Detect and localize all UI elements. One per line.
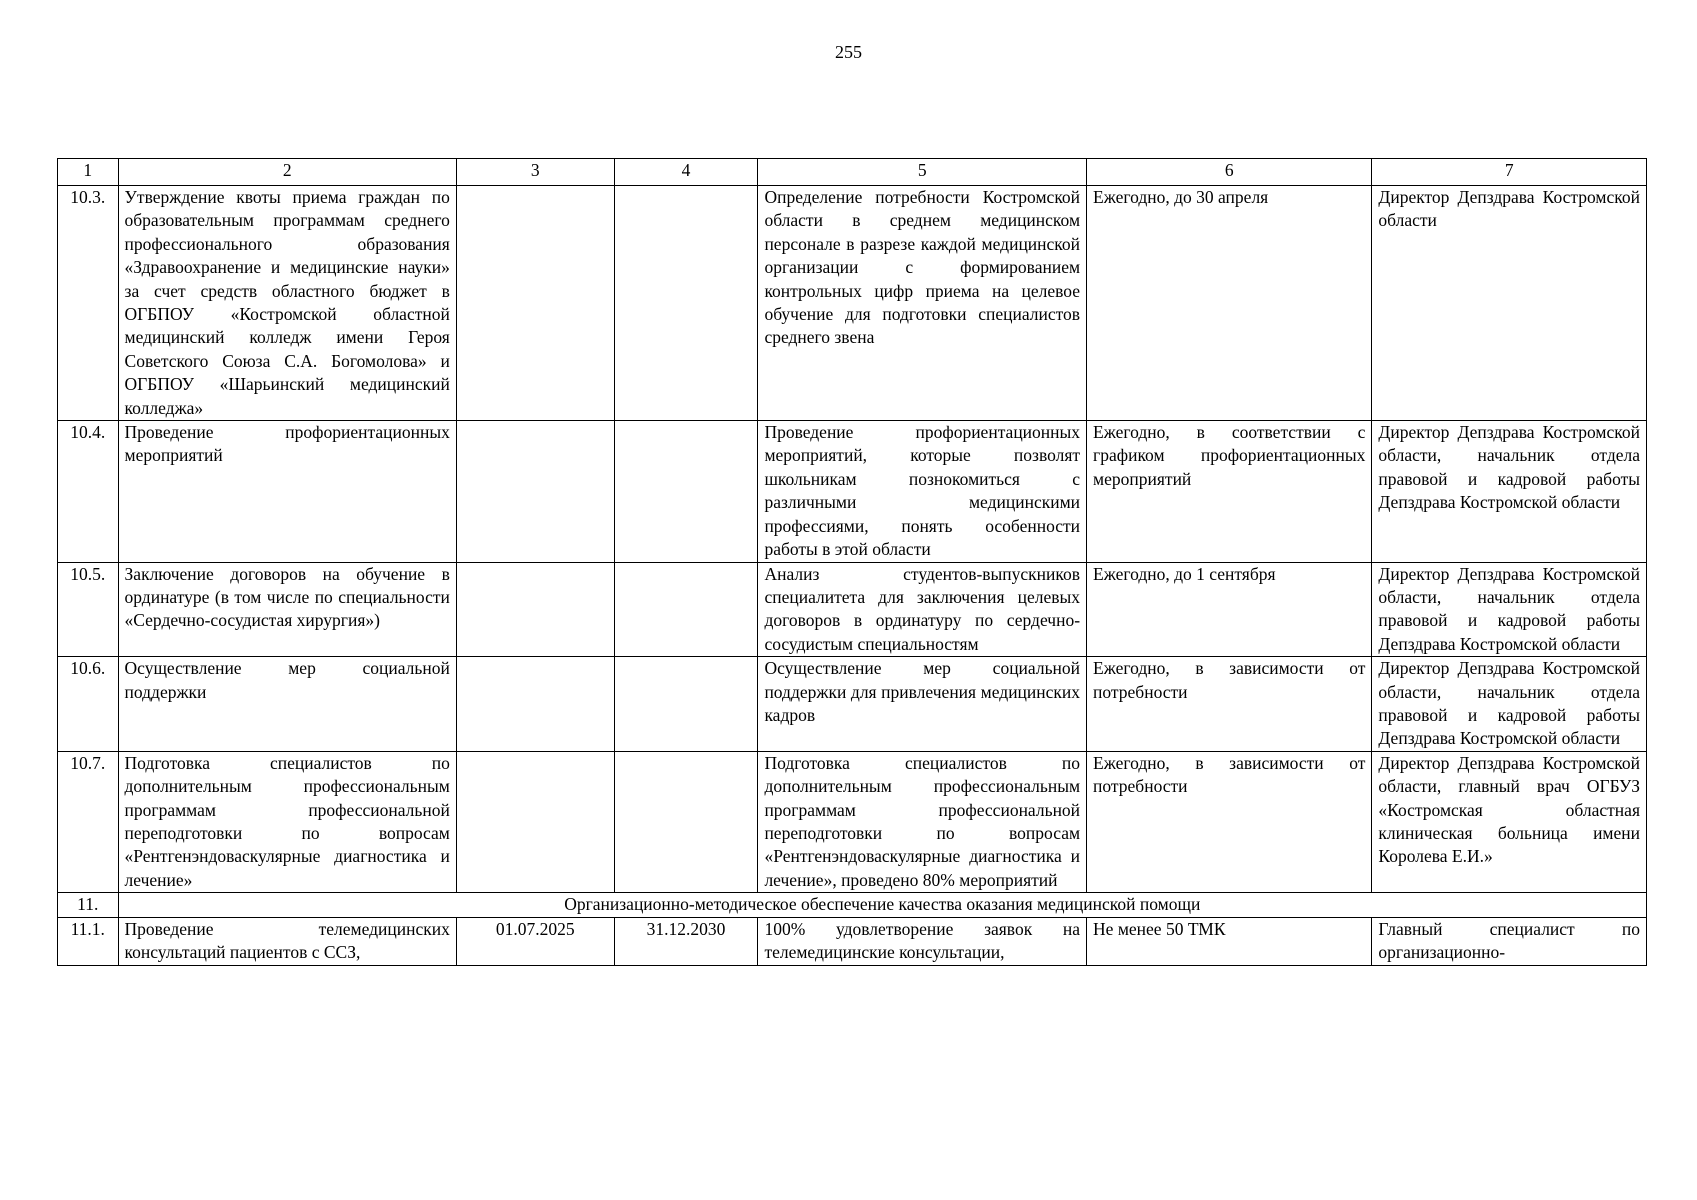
responsible-cell: Директор Депздрава Костромской области, начальник отдела правовой и кадровой работы Депздрава Костромской области bbox=[1372, 657, 1647, 752]
table-row bbox=[58, 186, 1647, 421]
result-cell: Подготовка специалистов по дополнительным профессиональным программам профессиональной переподготовки по вопросам «Рентгенэндоваскулярные диагностика и лечение», проведено 80% мероприятий bbox=[758, 751, 1087, 892]
row-number: 10.6. bbox=[58, 657, 119, 752]
event-cell: Заключение договоров на обучение в ординатуре (в том числе по специальности «Сердечно-сосудистая хирургия») bbox=[118, 562, 456, 657]
end-date-cell bbox=[614, 657, 758, 752]
page-number: 255 bbox=[835, 42, 862, 62]
result-cell: Проведение профориентационных мероприятий, которые позволят школьникам познокомиться с различными медицинскими профессиями, понять особенности работы в этой области bbox=[758, 421, 1087, 562]
responsible-text: Главный специалист по организационно- bbox=[1378, 918, 1640, 962]
event-cell bbox=[118, 917, 456, 965]
indicator-cell: Ежегодно, в соответствии с графиком профориентационных мероприятий bbox=[1087, 421, 1372, 562]
start-date-cell bbox=[456, 657, 614, 752]
result-cell: Осуществление мер социальной поддержки для привлечения медицинских кадров bbox=[758, 657, 1087, 752]
column-header-6: 6 bbox=[1087, 159, 1372, 186]
start-date-cell bbox=[456, 421, 614, 562]
table-row bbox=[58, 421, 1647, 562]
responsible-cell: Директор Депздрава Костромской области bbox=[1372, 186, 1647, 421]
responsible-cell: Директор Депздрава Костромской области, начальник отдела правовой и кадровой работы Депздрава Костромской области bbox=[1372, 421, 1647, 562]
table-row bbox=[58, 657, 1647, 752]
event-cell: Утверждение квоты приема граждан по образовательным программам среднего профессионального образования «Здравоохранение и медицинские науки» за счет средств областного бюджет в ОГБПОУ «Костромской областной медицинский колледж имени Героя Советского Союза С.А. Богомолова» и ОГБПОУ «Шарьинский медицинский колледжа» bbox=[118, 186, 456, 421]
event-cell: Подготовка специалистов по дополнительным профессиональным программам профессиональной переподготовки по вопросам «Рентгенэндоваскулярные диагностика и лечение» bbox=[118, 751, 456, 892]
end-date-cell bbox=[614, 751, 758, 892]
result-cell bbox=[758, 917, 1087, 965]
column-header-1: 1 bbox=[58, 159, 119, 186]
section-number: 11. bbox=[58, 893, 119, 917]
result-text: 100% удовлетворение заявок на телемедицинские консультации, bbox=[764, 918, 1081, 962]
end-date-cell: 31.12.2030 bbox=[614, 917, 758, 965]
plan-table bbox=[57, 158, 1647, 966]
row-number: 10.4. bbox=[58, 421, 119, 562]
column-header-5: 5 bbox=[758, 159, 1087, 186]
column-header-4: 4 bbox=[614, 159, 758, 186]
indicator-cell: Ежегодно, в зависимости от потребности bbox=[1087, 751, 1372, 892]
responsible-cell: Директор Депздрава Костромской области, начальник отдела правовой и кадровой работы Депздрава Костромской области bbox=[1372, 562, 1647, 657]
end-date-cell bbox=[614, 562, 758, 657]
end-date-cell bbox=[614, 186, 758, 421]
result-cell: Анализ студентов-выпускников специалитета для заключения целевых договоров в ординатуру по сердечно-сосудистым специальностям bbox=[758, 562, 1087, 657]
column-header-2: 2 bbox=[118, 159, 456, 186]
event-text: Проведение телемедицинских консультаций пациентов с ССЗ, bbox=[124, 918, 450, 962]
indicator-cell: Ежегодно, до 1 сентября bbox=[1087, 562, 1372, 657]
event-cell: Проведение профориентационных мероприятий bbox=[118, 421, 456, 562]
start-date-cell: 01.07.2025 bbox=[456, 917, 614, 965]
event-cell: Осуществление мер социальной поддержки bbox=[118, 657, 456, 752]
end-date-cell bbox=[614, 421, 758, 562]
start-date-cell bbox=[456, 186, 614, 421]
indicator-cell: Ежегодно, до 30 апреля bbox=[1087, 186, 1372, 421]
responsible-cell: Директор Депздрава Костромской области, главный врач ОГБУЗ «Костромская областная клиническая больница имени Королева Е.И.» bbox=[1372, 751, 1647, 892]
start-date-cell bbox=[456, 562, 614, 657]
table-row bbox=[58, 751, 1647, 892]
indicator-cell: Ежегодно, в зависимости от потребности bbox=[1087, 657, 1372, 752]
section-title: Организационно-методическое обеспечение качества оказания медицинской помощи bbox=[118, 893, 1646, 917]
indicator-cell: Не менее 50 ТМК bbox=[1087, 917, 1372, 965]
row-number: 10.7. bbox=[58, 751, 119, 892]
column-header-7: 7 bbox=[1372, 159, 1647, 186]
start-date-cell bbox=[456, 751, 614, 892]
section-row bbox=[58, 893, 1647, 917]
responsible-cell bbox=[1372, 917, 1647, 965]
table-row bbox=[58, 917, 1647, 965]
row-number: 10.3. bbox=[58, 186, 119, 421]
row-number: 10.5. bbox=[58, 562, 119, 657]
row-number: 11.1. bbox=[58, 917, 119, 965]
column-header-3: 3 bbox=[456, 159, 614, 186]
table-row bbox=[58, 562, 1647, 657]
table-header-row bbox=[58, 159, 1647, 186]
result-cell: Определение потребности Костромской области в среднем медицинском персонале в разрезе каждой медицинской организации с формированием контрольных цифр приема на целевое обучение для подготовки специалистов среднего звена bbox=[758, 186, 1087, 421]
